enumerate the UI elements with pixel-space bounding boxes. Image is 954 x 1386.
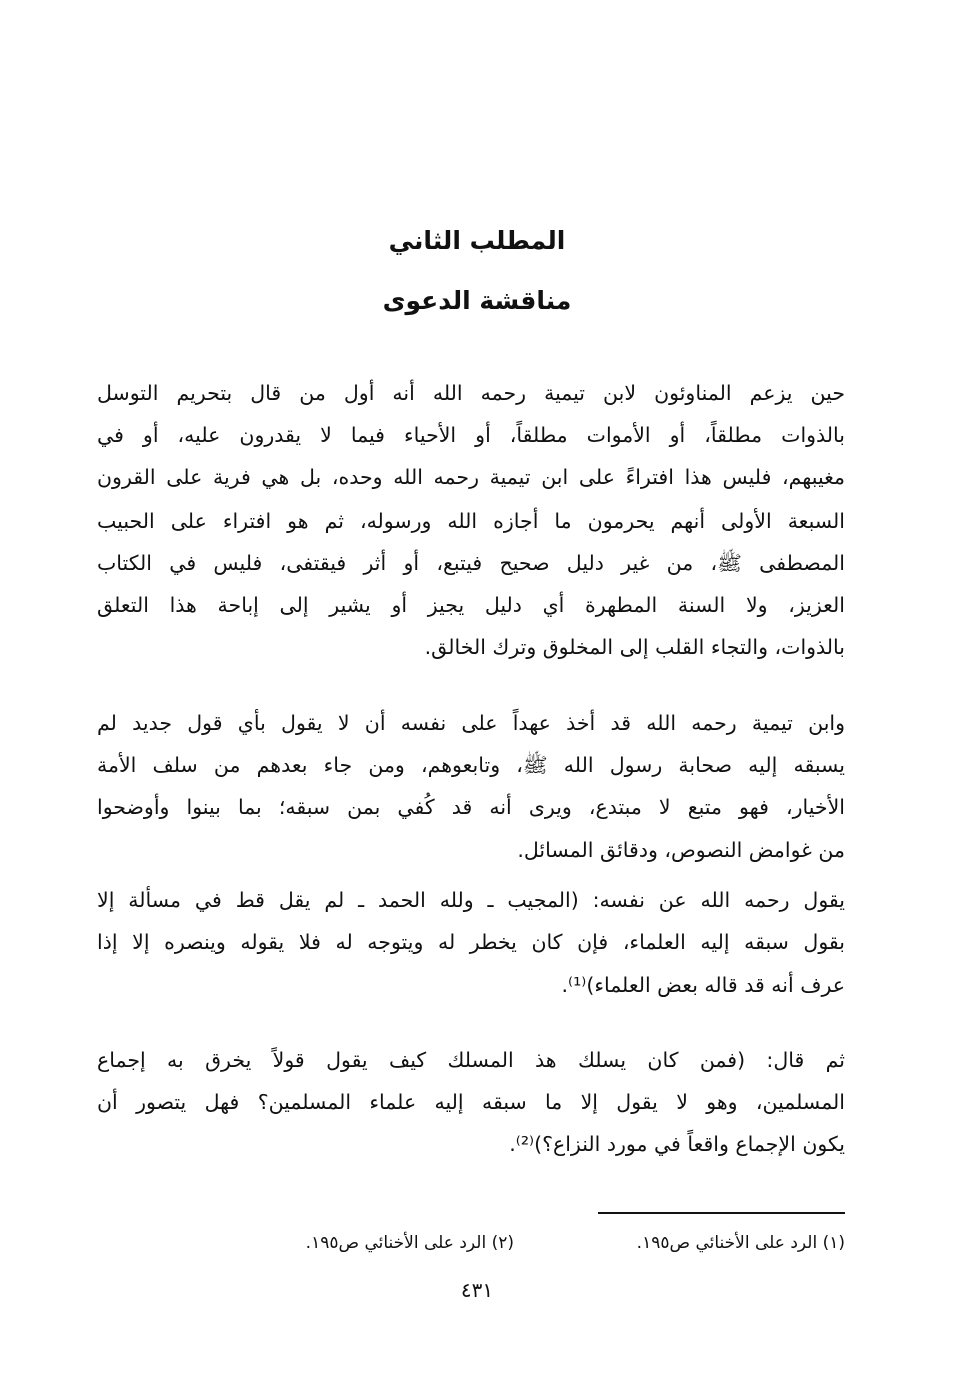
text-line: مغيبهم، فليس هذا افتراءً على ابن تيمية رحمه الله وحده، بل هي فرية على القرون — [97, 465, 845, 489]
text-line: المسلمين، وهو لا يقول إلا ما سبقه إليه علماء المسلمين؟ فهل يتصور أن — [97, 1090, 845, 1114]
text-line: يسبقه إليه صحابة رسول الله ﷺ، وتابعوهم، ومن جاء بعدهم من سلف الأمة — [97, 753, 845, 777]
text-line: حين يزعم المناوئون لابن تيمية رحمه الله أنه أول من قال بتحريم التوسل — [97, 381, 845, 405]
text-line: بقول سبقه إليه العلماء، فإن كان يخطر له ويتوجه له فلا يقوله وينصره إلا إذا — [97, 930, 845, 954]
text-line: وابن تيمية رحمه الله قد أخذ عهداً على نفسه أن لا يقول بأي قول جديد لم — [97, 711, 845, 735]
text-line: بالذوات، والتجاء القلب إلى المخلوق وترك الخالق. — [424, 635, 845, 659]
footnote-2: (٢) الرد على الأخنائي ص١٩٥. — [305, 1233, 514, 1253]
section-heading: المطلب الثاني — [388, 226, 566, 255]
text-line: يقول رحمه الله عن نفسه: (المجيب ـ ولله الحمد ـ لم يقل قط في مسألة إلا — [97, 888, 845, 912]
text-line: عرف أنه قد قاله بعض العلماء)⁽¹⁾. — [561, 973, 845, 997]
section-subtitle: مناقشة الدعوى — [382, 286, 572, 315]
text-line: العزيز، ولا السنة المطهرة أي دليل يجيز أو يشير إلى إباحة هذا التعلق — [97, 593, 845, 617]
text-line: الأخيار، فهو متبع لا مبتدع، ويرى أنه قد كُفي بمن سبقه؛ بما بينوا وأوضحوا — [97, 795, 845, 819]
footnote-divider — [598, 1212, 845, 1214]
text-line: المصطفى ﷺ، من غير دليل صحيح فيتبع، أو أثر فيقتفى، فليس في الكتاب — [97, 551, 845, 575]
page-number: ٤٣١ — [460, 1278, 494, 1302]
text-line: السبعة الأولى أنهم يحرمون ما أجازه الله ورسوله، ثم هو افتراء على الحبيب — [97, 509, 845, 533]
text-line: يكون الإجماع واقعاً في مورد النزاع؟)⁽²⁾. — [509, 1132, 845, 1156]
footnote-1: (١) الرد على الأخنائي ص١٩٥. — [636, 1233, 845, 1253]
text-line: بالذوات مطلقاً، أو الأموات مطلقاً، أو الأحياء فيما لا يقدرون عليه، أو في — [97, 423, 845, 447]
text-line: ثم قال: (فمن كان يسلك هذ المسلك كيف يقول قولاً يخرق به إجماع — [97, 1048, 845, 1072]
text-line: من غوامض النصوص، ودقائق المسائل. — [517, 838, 845, 862]
